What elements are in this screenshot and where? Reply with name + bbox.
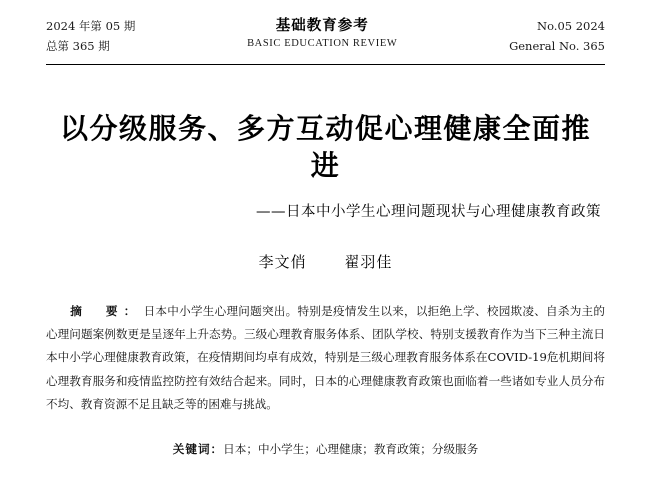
issue-number: 2024 年第 05 期 [46, 19, 136, 33]
page-title: 以分级服务、多方互动促心理健康全面推进 [59, 112, 591, 182]
header-divider [46, 64, 605, 65]
serial-number: 总第 365 期 [46, 39, 110, 54]
running-head [46, 0, 605, 56]
keywords-label: 关键词： [172, 441, 224, 456]
masthead-center [135, 16, 509, 51]
masthead-right [509, 16, 605, 56]
keywords-line [46, 438, 605, 461]
journal-title-cn: 基础教育参考 [275, 17, 369, 34]
serial-number-en: General No. 365 [509, 39, 605, 54]
author-name: 翟羽佳 [344, 253, 393, 272]
abstract-paragraph [46, 300, 605, 416]
author-name: 李文俏 [258, 253, 307, 272]
issue-number-en: No.05 2024 [537, 19, 605, 33]
journal-title-en: BASIC EDUCATION REVIEW [247, 37, 398, 49]
keywords-text: 日本；中小学生；心理健康；教育政策；分级服务 [223, 441, 479, 456]
page-subtitle: ——日本中小学生心理问题现状与心理健康教育政策 [256, 204, 601, 221]
masthead-left [46, 16, 135, 56]
abstract-text: 日本中小学生心理问题突出。特别是疫情发生以来，以拒绝上学、校园欺凌、自杀为主的心理问题案例数更是呈逐年上升态势。三级心理教育服务体系、团队学校、特别支援教育作为当下三种主流日本中小学心理健康教育政策，在疫情期间均卓有成效，特别是三级心理教育服务体系在COVID-19危机期间将心理教育服务和疫情监控防控有效结合起来。同时，日本的心理健康教育政策也面临着一些诸如专业人员分布不均、教育资源不足且缺乏等的困难与挑战。 [46, 304, 605, 411]
abstract-label: 摘 要： [70, 304, 142, 319]
title-block [46, 111, 605, 221]
author-list [46, 251, 605, 272]
